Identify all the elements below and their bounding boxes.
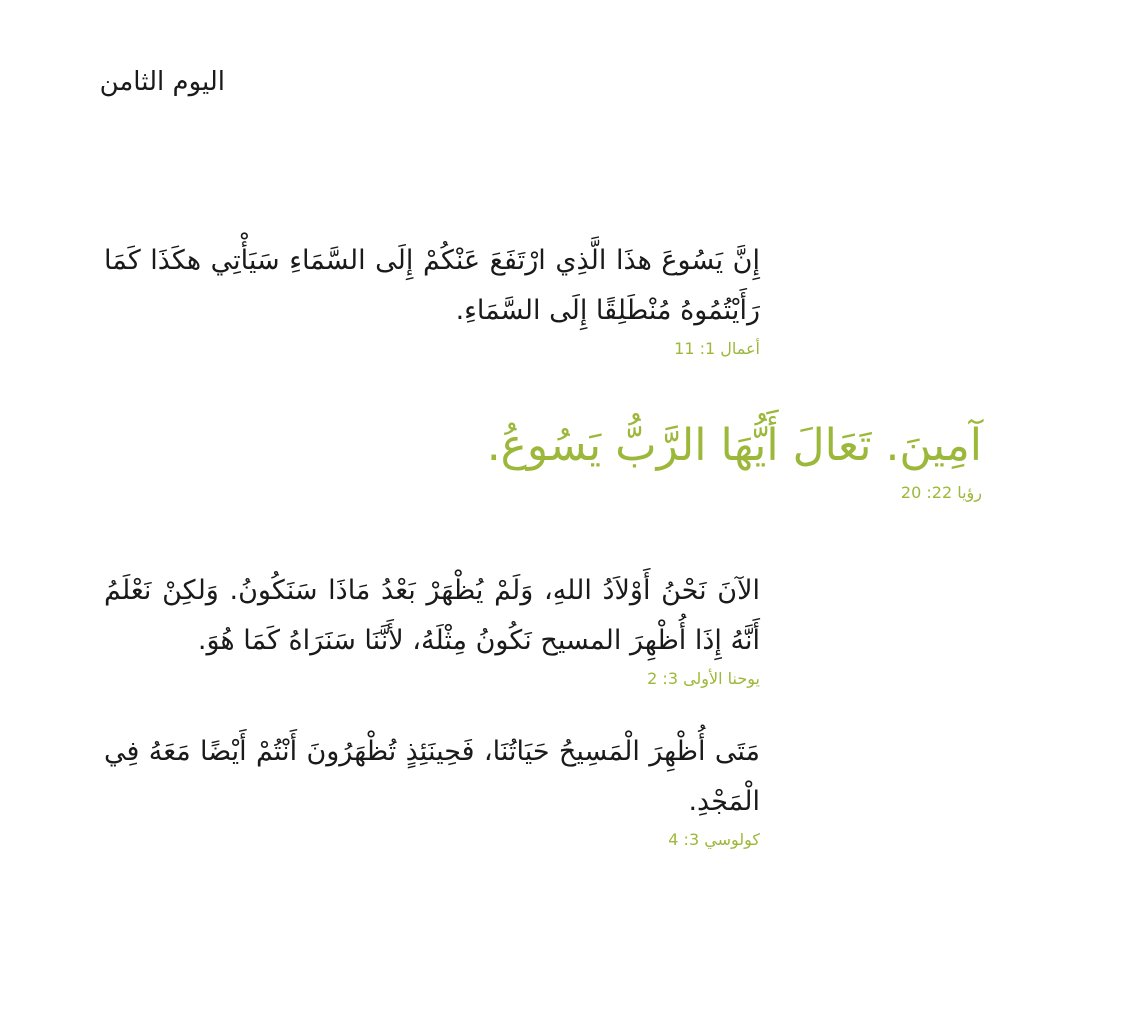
verse-text: الآنَ نَحْنُ أَوْلاَدُ اللهِ، وَلَمْ يُظْهَرْ بَعْدُ مَاذَا سَنَكُونُ. وَلكِنْ نَعْلَمُ أَنَّهُ إِذَا أُظْهِرَ المسيح نَكُونُ مِثْلَهُ، لأَنَّنَا سَنَرَاهُ كَمَا هُوَ. [104,575,760,656]
highlight-passage-revelation [300,410,982,504]
passage-1john [104,566,760,690]
passage-acts [104,236,760,360]
verse-reference: يوحنا الأولى 3: 2 [647,669,760,688]
verse-text: مَتَى أُظْهِرَ الْمَسِيحُ حَيَاتُنَا، فَحِينَئِذٍ تُظْهَرُونَ أَنْتُمْ أَيْضًا مَعَهُ فِي الْمَجْدِ. [104,736,760,817]
verse-reference: رؤيا 22: 20 [900,483,982,502]
verse-reference: أعمال 1: 11 [674,339,760,358]
passage-colossians [104,727,760,851]
highlight-verse-text: آمِينَ. تَعَالَ أَيُّهَا الرَّبُّ يَسُوعُ. [486,420,982,471]
day-title: اليوم الثامن [99,67,225,97]
verse-reference: كولوسي 3: 4 [668,830,760,849]
verse-text: إِنَّ يَسُوعَ هذَا الَّذِي ارْتَفَعَ عَنْكُمْ إِلَى السَّمَاءِ سَيَأْتِي هكَذَا كَمَا رَأَيْتُمُوهُ مُنْطَلِقًا إِلَى السَّمَاءِ. [104,245,760,326]
